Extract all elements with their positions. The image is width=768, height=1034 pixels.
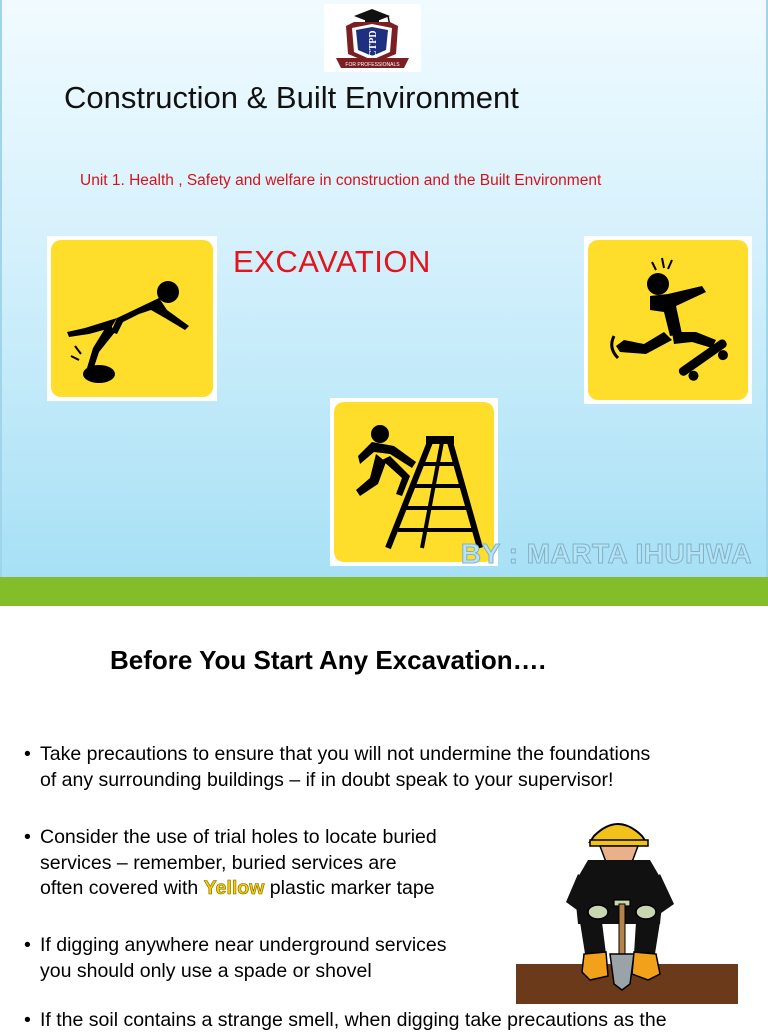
highlight-word: Yellow [203, 877, 265, 899]
bullet-line-suffix: plastic marker tape [264, 877, 435, 899]
bullet-line: If the soil contains a strange smell, when digging take precautions as the [40, 1009, 667, 1031]
digging-worker-illustration [514, 814, 740, 1004]
bullet-line: you should only use a spade or shovel [40, 959, 372, 982]
bullet-line: Consider the use of trial holes to locate buried [40, 826, 437, 848]
trip-hazard-sign [584, 236, 752, 404]
logo-letters: CTPD [368, 30, 379, 58]
bullet-line: Take precautions to ensure that you will not undermine the foundations [40, 743, 651, 765]
page-title: Construction & Built Environment [64, 80, 519, 115]
bullet-line: of any surrounding buildings – if in doubt speak to your supervisor! [40, 768, 614, 791]
bullet-symbol: • [24, 1009, 31, 1031]
author-byline: BY : MARTA IHUHWA [460, 538, 752, 569]
falling-person-icon [47, 236, 217, 401]
bullet-symbol: • [24, 934, 31, 956]
topic-heading: EXCAVATION [233, 244, 431, 279]
ctpd-logo [324, 4, 421, 72]
bullet-line: services – remember, buried services are [40, 851, 397, 874]
bullet-line [40, 876, 437, 902]
bullet-line-prefix: often covered with [40, 877, 204, 899]
fall-hazard-sign [47, 236, 217, 401]
section-title: Before You Start Any Excavation…. [110, 645, 546, 675]
bullet-line: If digging anywhere near underground services [40, 934, 447, 956]
tripping-person-icon [584, 236, 752, 404]
unit-subtitle: Unit 1. Health , Safety and welfare in construction and the Built Environment [80, 172, 602, 189]
bullet-symbol: • [24, 743, 31, 765]
slide-divider-band [0, 577, 768, 606]
bullet-symbol: • [24, 826, 31, 848]
logo-ribbon: FOR PROFESSIONALS [345, 62, 400, 68]
